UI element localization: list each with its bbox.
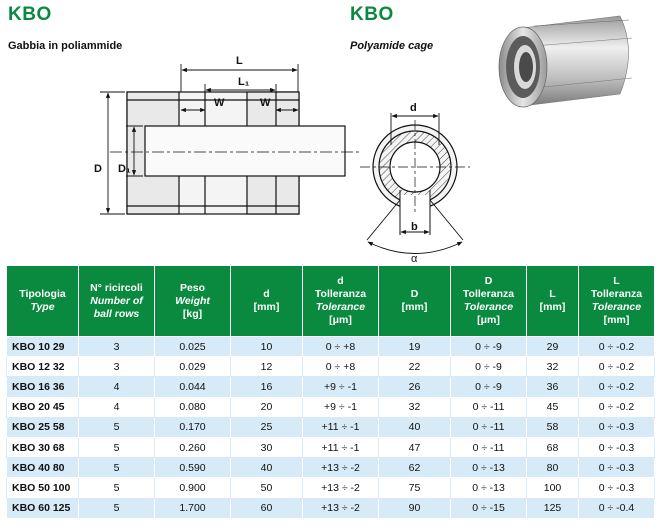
cell-weight: 0.029 (155, 357, 231, 377)
header-ball-rows: N° ricircoli Number of ball rows (79, 266, 155, 337)
cell-type: KBO 20 45 (7, 397, 79, 417)
cell-d-tolerance: +11 ÷ -1 (303, 437, 379, 457)
cell-D: 90 (379, 498, 451, 518)
cell-type: KBO 50 100 (7, 478, 79, 498)
cell-d-tolerance: +11 ÷ -1 (303, 417, 379, 437)
header-L: L [mm] (527, 266, 579, 337)
label-d: d (410, 102, 417, 114)
cell-type: KBO 60 125 (7, 498, 79, 518)
cell-d: 16 (231, 377, 303, 397)
cell-d: 12 (231, 357, 303, 377)
cell-L-tolerance: 0 ÷ -0.2 (579, 377, 655, 397)
header-d-tolerance: d Tolleranza Tolerance [μm] (303, 266, 379, 337)
cell-ball-rows: 5 (79, 417, 155, 437)
label-W-left: W (214, 97, 225, 109)
table-row (7, 458, 655, 478)
cell-weight: 0.900 (155, 478, 231, 498)
cell-d: 40 (231, 458, 303, 478)
cell-d-tolerance: 0 ÷ +8 (303, 357, 379, 377)
cell-D-tolerance: 0 ÷ -15 (451, 498, 527, 518)
cell-D: 47 (379, 437, 451, 457)
cell-D: 62 (379, 458, 451, 478)
header-weight: Peso Weight [kg] (155, 266, 231, 337)
left-subtitle: Gabbia in poliammide (8, 40, 123, 52)
cell-L: 68 (527, 437, 579, 457)
cell-weight: 0.080 (155, 397, 231, 417)
cell-type: KBO 12 32 (7, 357, 79, 377)
cell-weight: 0.260 (155, 437, 231, 457)
header-L-tolerance: L Tolleranza Tolerance [mm] (579, 266, 655, 337)
cell-type: KBO 10 29 (7, 337, 79, 357)
cell-D: 75 (379, 478, 451, 498)
cell-weight: 0.590 (155, 458, 231, 478)
cell-weight: 0.025 (155, 337, 231, 357)
cell-d-tolerance: +9 ÷ -1 (303, 377, 379, 397)
cell-ball-rows: 5 (79, 437, 155, 457)
cell-L-tolerance: 0 ÷ -0.4 (579, 498, 655, 518)
header-type: Tipologia Type (7, 266, 79, 337)
cell-L-tolerance: 0 ÷ -0.2 (579, 397, 655, 417)
cell-D-tolerance: 0 ÷ -13 (451, 458, 527, 478)
cell-d: 50 (231, 478, 303, 498)
cell-D: 19 (379, 337, 451, 357)
cell-D-tolerance: 0 ÷ -11 (451, 437, 527, 457)
cell-d-tolerance: 0 ÷ +8 (303, 337, 379, 357)
left-title: KBO (8, 4, 52, 25)
cell-L-tolerance: 0 ÷ -0.2 (579, 337, 655, 357)
cell-L-tolerance: 0 ÷ -0.3 (579, 417, 655, 437)
cell-D-tolerance: 0 ÷ -11 (451, 417, 527, 437)
label-b: b (411, 221, 418, 233)
cell-ball-rows: 5 (79, 478, 155, 498)
cell-type: KBO 16 36 (7, 377, 79, 397)
cell-L: 125 (527, 498, 579, 518)
technical-drawing (0, 40, 490, 265)
cell-d: 25 (231, 417, 303, 437)
cell-ball-rows: 5 (79, 498, 155, 518)
cell-weight: 1.700 (155, 498, 231, 518)
table-row (7, 417, 655, 437)
cell-D-tolerance: 0 ÷ -11 (451, 397, 527, 417)
specification-table (6, 265, 655, 519)
product-photo (492, 6, 640, 116)
cell-ball-rows: 4 (79, 377, 155, 397)
cell-type: KBO 25 58 (7, 417, 79, 437)
cell-L-tolerance: 0 ÷ -0.3 (579, 458, 655, 478)
label-L: L (236, 55, 243, 67)
table-row (7, 478, 655, 498)
cell-ball-rows: 3 (79, 337, 155, 357)
label-W-right: W (260, 97, 271, 109)
cell-d: 10 (231, 337, 303, 357)
cell-d: 20 (231, 397, 303, 417)
cell-L: 58 (527, 417, 579, 437)
cell-L: 32 (527, 357, 579, 377)
right-title: KBO (350, 4, 394, 25)
table-row (7, 377, 655, 397)
cell-weight: 0.044 (155, 377, 231, 397)
table-row (7, 337, 655, 357)
cell-D-tolerance: 0 ÷ -9 (451, 377, 527, 397)
cell-L: 100 (527, 478, 579, 498)
table-header-row (7, 266, 655, 337)
cell-D-tolerance: 0 ÷ -13 (451, 478, 527, 498)
cell-D: 26 (379, 377, 451, 397)
cell-L-tolerance: 0 ÷ -0.3 (579, 437, 655, 457)
cell-L: 45 (527, 397, 579, 417)
side-view (110, 92, 360, 214)
front-view (360, 120, 470, 235)
table-row (7, 437, 655, 457)
cell-D: 32 (379, 397, 451, 417)
label-L1: L₁ (238, 76, 250, 88)
cell-ball-rows: 3 (79, 357, 155, 377)
label-alpha: α (411, 253, 418, 265)
cell-D: 22 (379, 357, 451, 377)
cell-D: 40 (379, 417, 451, 437)
cell-d-tolerance: +9 ÷ -1 (303, 397, 379, 417)
cell-d: 60 (231, 498, 303, 518)
cell-ball-rows: 4 (79, 397, 155, 417)
right-subtitle: Polyamide cage (350, 40, 434, 52)
table-row (7, 357, 655, 377)
header-D-tolerance: D Tolleranza Tolerance [μm] (451, 266, 527, 337)
cell-type: KBO 40 80 (7, 458, 79, 478)
cell-L: 80 (527, 458, 579, 478)
cell-ball-rows: 5 (79, 458, 155, 478)
cell-weight: 0.170 (155, 417, 231, 437)
header-d: d [mm] (231, 266, 303, 337)
cell-type: KBO 30 68 (7, 437, 79, 457)
cell-d-tolerance: +13 ÷ -2 (303, 458, 379, 478)
cell-d: 30 (231, 437, 303, 457)
cell-d-tolerance: +13 ÷ -2 (303, 478, 379, 498)
header-D: D [mm] (379, 266, 451, 337)
table-row (7, 498, 655, 518)
cell-L: 29 (527, 337, 579, 357)
label-D: D (94, 163, 102, 175)
cell-d-tolerance: +13 ÷ -2 (303, 498, 379, 518)
cell-L: 36 (527, 377, 579, 397)
cell-D-tolerance: 0 ÷ -9 (451, 337, 527, 357)
cell-L-tolerance: 0 ÷ -0.3 (579, 478, 655, 498)
label-D1: D₁ (118, 163, 131, 175)
cell-L-tolerance: 0 ÷ -0.2 (579, 357, 655, 377)
cell-D-tolerance: 0 ÷ -9 (451, 357, 527, 377)
table-row (7, 397, 655, 417)
